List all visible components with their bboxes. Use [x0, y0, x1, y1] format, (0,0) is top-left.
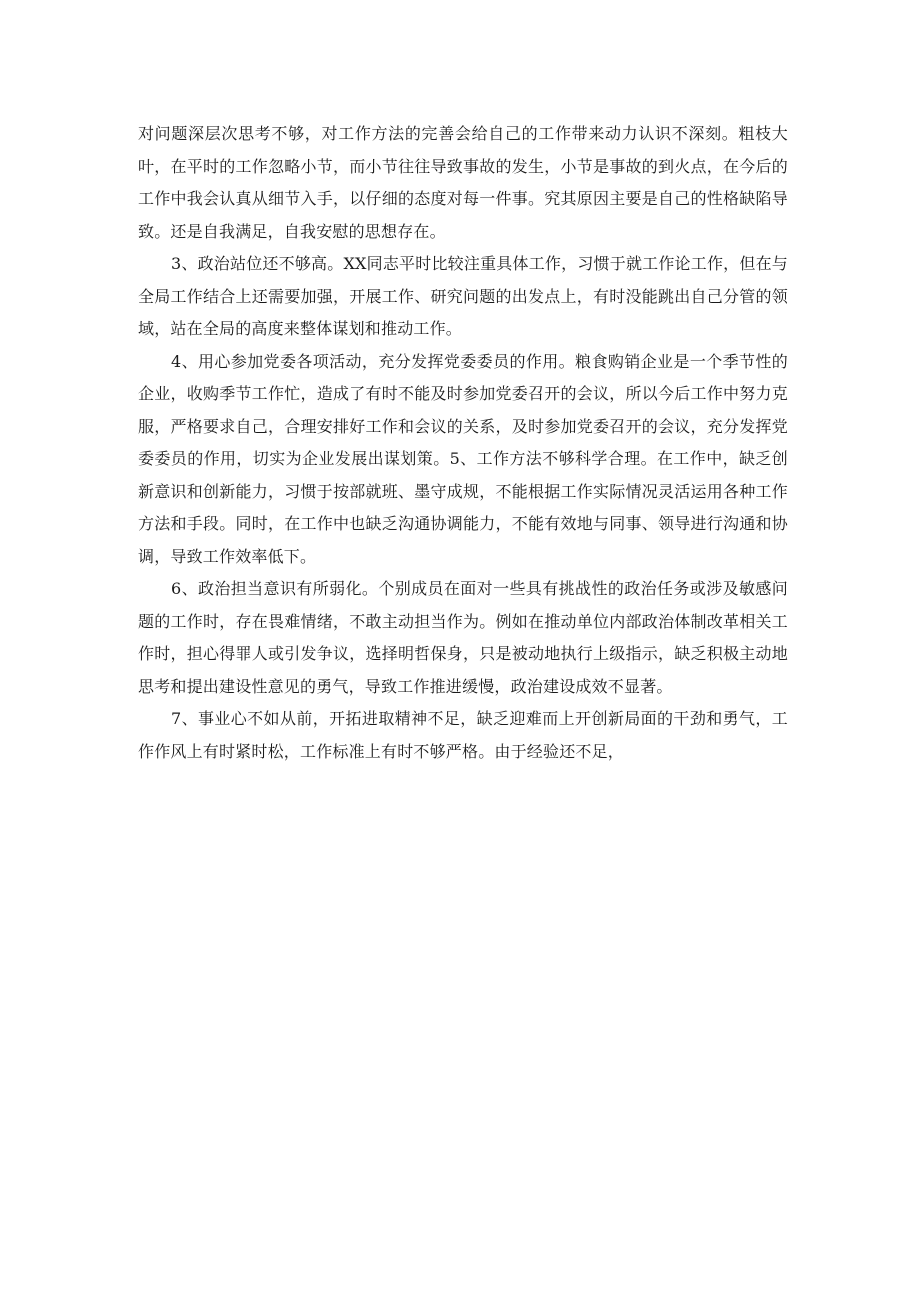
document-body — [138, 118, 788, 768]
paragraph-item-7: 7、事业心不如从前，开拓进取精神不足，缺乏迎难而上开创新局面的干劲和勇气，工作作风上有时紧时松，工作标准上有时不够严格。由于经验还不足， — [138, 709, 788, 761]
paragraph-item-6: 6、政治担当意识有所弱化。个别成员在面对一些具有挑战性的政治任务或涉及敏感问题的工作时，存在畏难情绪，不敢主动担当作为。例如在推动单位内部政治体制改革相关工作时，担心得罪人或引发争议，选择明哲保身，只是被动地执行上级指示，缺乏积极主动地思考和提出建设性意见的勇气，导致工作推进缓慢，政治建设成效不显著。 — [138, 579, 788, 696]
paragraph-item-4: 4、用心参加党委各项活动，充分发挥党委委员的作用。粮食购销企业是一个季节性的企业，收购季节工作忙，造成了有时不能及时参加党委召开的会议，所以今后工作中努力克服，严格要求自己，合理安排好工作和会议的关系，及时参加党委召开的会议，充分发挥党委委员的作用，切实为企业发展出谋划策。5、工作方法不够科学合理。在工作中，缺乏创新意识和创新能力，习惯于按部就班、墨守成规，不能根据工作实际情况灵活运用各种工作方法和手段。同时，在工作中也缺乏沟通协调能力，不能有效地与同事、领导进行沟通和协调，导致工作效率低下。 — [138, 351, 788, 566]
paragraph-item-3: 3、政治站位还不够高。XX同志平时比较注重具体工作，习惯于就工作论工作，但在与全局工作结合上还需要加强，开展工作、研究问题的出发点上，有时没能跳出自己分管的领域，站在全局的高度来整体谋划和推动工作。 — [138, 254, 788, 338]
paragraph-continuation: 对问题深层次思考不够，对工作方法的完善会给自己的工作带来动力认识不深刻。粗枝大叶，在平时的工作忽略小节，而小节往往导致事故的发生，小节是事故的到火点，在今后的工作中我会认真从细节入手，以仔细的态度对每一件事。究其原因主要是自己的性格缺陷导致。还是自我满足，自我安慰的思想存在。 — [138, 124, 788, 241]
